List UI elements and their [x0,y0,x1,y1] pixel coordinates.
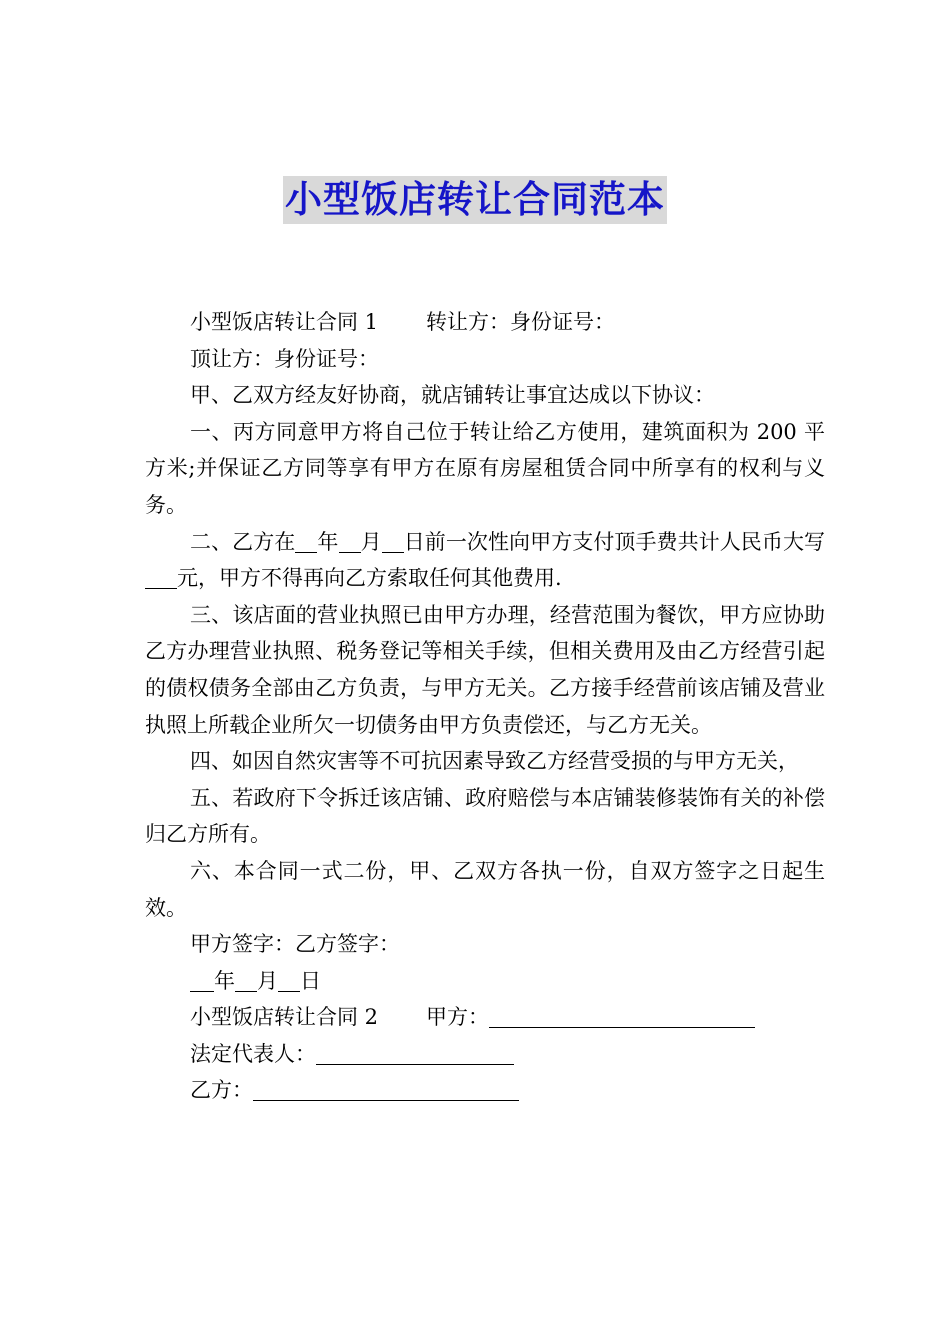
contract2-header [145,999,825,1036]
date-line: 年 月 日 [145,963,825,1000]
party-a-label: 甲方： [426,1005,490,1030]
clause-5: 五、若政府下令拆迁该店铺、政府赔偿与本店铺装修装饰有关的补偿归乙方所有。 [145,785,825,847]
signature-line: 甲方签字：乙方签字： [190,932,400,957]
party-a-blank [489,1005,755,1028]
document-title: 小型饭店转让合同范本 [283,176,667,224]
clause-2: 二、乙方在 年 月 日前一次性向甲方支付顶手费共计人民币大写元，甲方不得再向乙方索取任何其他费用. [145,524,825,597]
clause-1: 一、丙方同意甲方将自己位于转让给乙方使用，建筑面积为 200 平方米;并保证乙方同等享有甲方在原有房屋租赁合同中所享有的权利与义务。 [145,419,825,517]
document-body [145,304,825,1109]
party-b-blank [253,1078,519,1101]
legal-rep-line: 法定代表人： [145,1036,825,1073]
clause-4: 四、如因自然灾害等不可抗因素导致乙方经营受损的与甲方无关， [190,749,799,774]
contract2-label: 小型饭店转让合同 2 [190,1005,379,1030]
party-b-line: 乙方： [145,1072,825,1109]
contract1-header [145,304,825,341]
agreement-intro: 甲、乙双方经友好协商，就店铺转让事宜达成以下协议： [190,383,715,408]
legal-rep-blank [316,1042,514,1065]
clause-3: 三、该店面的营业执照已由甲方办理，经营范围为餐饮，甲方应协助乙方办理营业执照、税务登记等相关手续，但相关费用及由乙方经营引起的债权债务全部由乙方负责，与甲方无关。乙方接手经营前该店铺及营业执照上所载企业所欠一切债务由甲方负责偿还，与乙方无关。 [145,602,825,737]
title-container [0,176,950,224]
contract1-label: 小型饭店转让合同 1 [190,310,379,334]
transferor-line: 转让方：身份证号： [426,310,616,334]
transferee-line: 顶让方：身份证号： [190,346,379,371]
clause-6: 六、本合同一式二份，甲、乙双方各执一份，自双方签字之日起生效。 [145,858,825,920]
